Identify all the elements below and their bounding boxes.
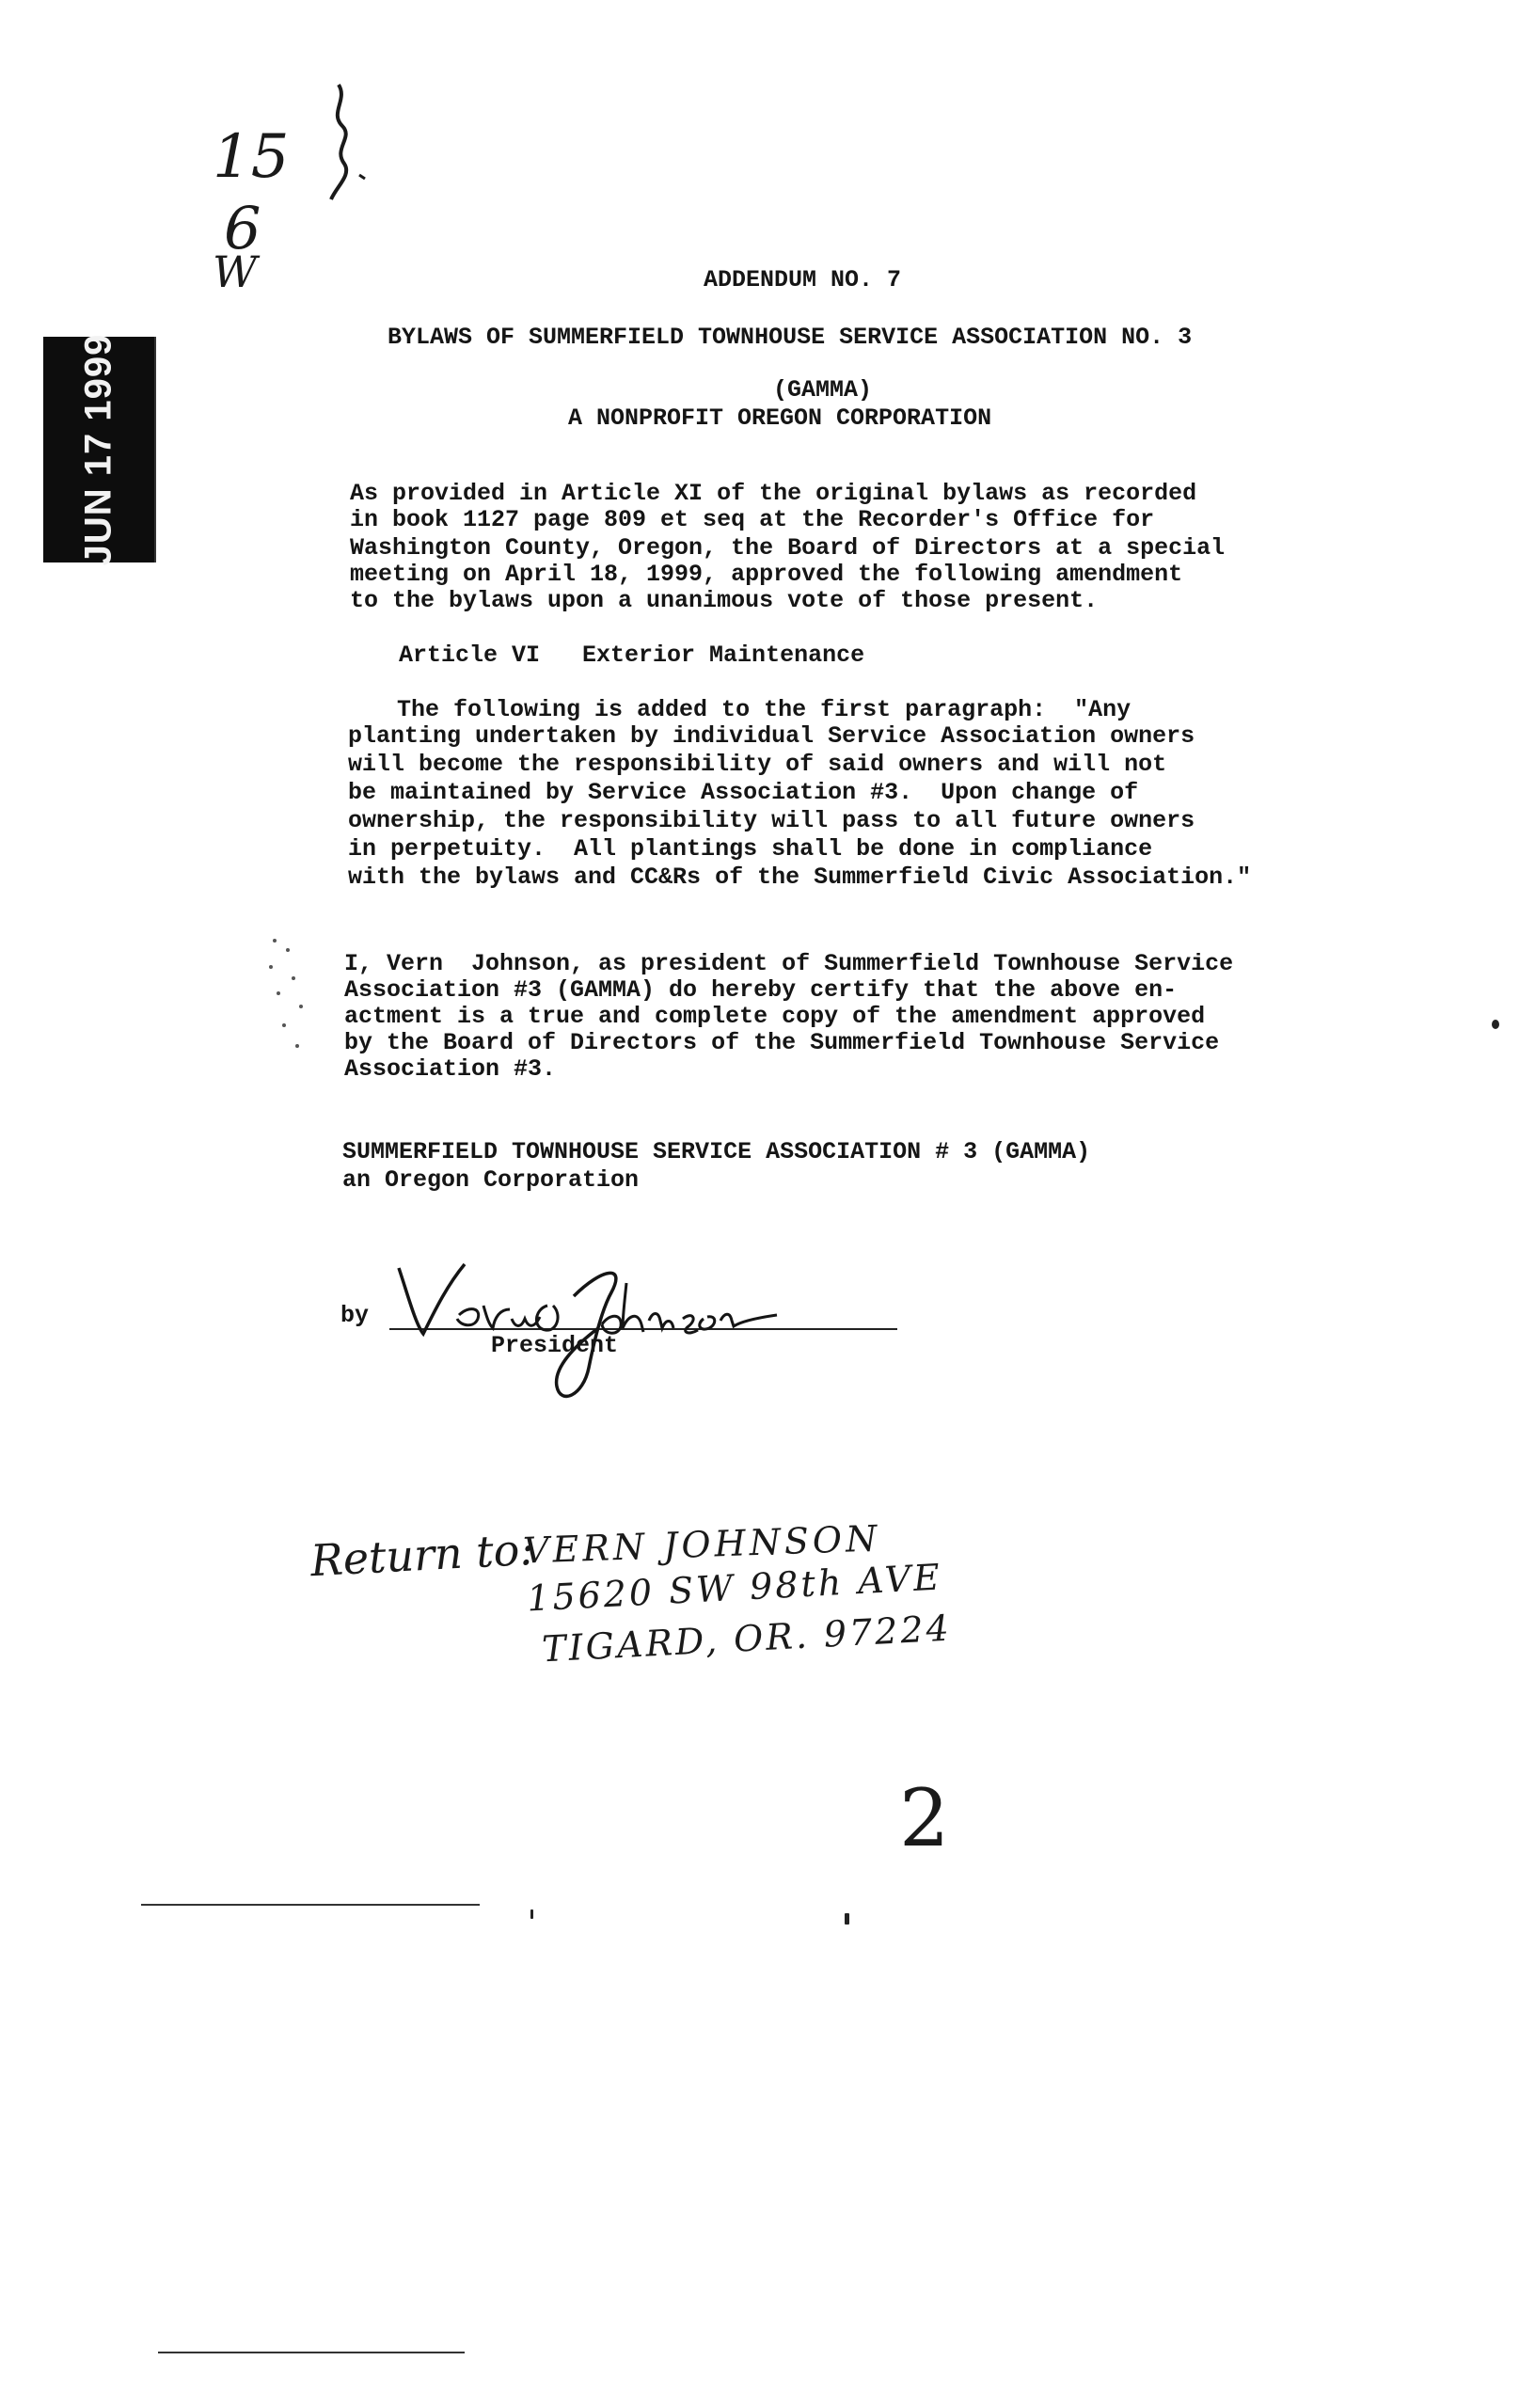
- handwritten-signature: [389, 1240, 803, 1409]
- return-to-city: TIGARD, OR. 97224: [541, 1607, 953, 1671]
- scan-speck: [530, 1909, 533, 1919]
- document-subtitle: BYLAWS OF SUMMERFIELD TOWNHOUSE SERVICE ASSOCIATION NO. 3: [388, 324, 1193, 351]
- stipple-marks: [265, 931, 322, 1072]
- signature-title: President: [491, 1332, 619, 1359]
- amendment-line: ownership, the responsibility will pass to all future owners: [348, 807, 1195, 834]
- intro-line: to the bylaws upon a unanimous vote of those present.: [350, 587, 1099, 614]
- scan-rule-top: [141, 1904, 480, 1906]
- association-type: an Oregon Corporation: [342, 1166, 640, 1194]
- margin-note-w: W: [213, 246, 258, 297]
- certify-line: actment is a true and complete copy of the amendment approved: [344, 1003, 1206, 1030]
- return-to-name: VERN JOHNSON: [522, 1517, 881, 1572]
- amendment-line: be maintained by Service Association #3. Upon change of: [348, 779, 1139, 806]
- margin-note-15: 15: [213, 122, 290, 192]
- intro-line: As provided in Article XI of the original bylaws as recorded: [350, 480, 1197, 507]
- amendment-line: in perpetuity. All plantings shall be done in compliance: [348, 835, 1153, 863]
- document-title: ADDENDUM NO. 7: [704, 266, 902, 293]
- amendment-line: The following is added to the first paragraph: "Any: [369, 696, 1131, 723]
- intro-line: Washington County, Oregon, the Board of Directors at a special: [350, 534, 1226, 562]
- amendment-line: with the bylaws and CC&Rs of the Summerfield Civic Association.": [348, 863, 1252, 891]
- amendment-line: planting undertaken by individual Service Association owners: [348, 722, 1195, 750]
- certify-line: Association #3.: [344, 1055, 557, 1083]
- margin-bracket-mark: [310, 81, 367, 222]
- intro-line: in book 1127 page 809 et seq at the Recorder's Office for: [350, 506, 1155, 533]
- return-to-street: 15620 SW 98th AVE: [526, 1556, 943, 1620]
- margin-note-6: 6: [224, 194, 261, 262]
- document-gamma: (GAMMA): [773, 376, 873, 404]
- page-number: 2: [899, 1772, 950, 1864]
- intro-line: meeting on April 18, 1999, approved the following amendment: [350, 561, 1183, 588]
- scan-speck: [845, 1913, 849, 1925]
- article-heading: Article VI Exterior Maintenance: [399, 642, 865, 669]
- certify-line: I, Vern Johnson, as president of Summerfield Townhouse Service: [344, 950, 1234, 977]
- scan-rule-bottom: [158, 2352, 465, 2353]
- certify-line: by the Board of Directors of the Summerfield Townhouse Service: [344, 1029, 1220, 1056]
- scan-speck: [1492, 1020, 1499, 1029]
- document-corp: A NONPROFIT OREGON CORPORATION: [568, 404, 992, 432]
- amendment-line: will become the responsibility of said owners and will not: [348, 751, 1167, 778]
- return-to-label: Return to:: [309, 1523, 536, 1587]
- stamp-date: JUN 17 1999: [77, 333, 119, 566]
- signature-by-label: by: [340, 1302, 370, 1329]
- date-stamp: [43, 333, 156, 566]
- association-name: SUMMERFIELD TOWNHOUSE SERVICE ASSOCIATION # 3 (GAMMA): [342, 1138, 1091, 1165]
- certify-line: Association #3 (GAMMA) do hereby certify that the above en-: [344, 976, 1178, 1004]
